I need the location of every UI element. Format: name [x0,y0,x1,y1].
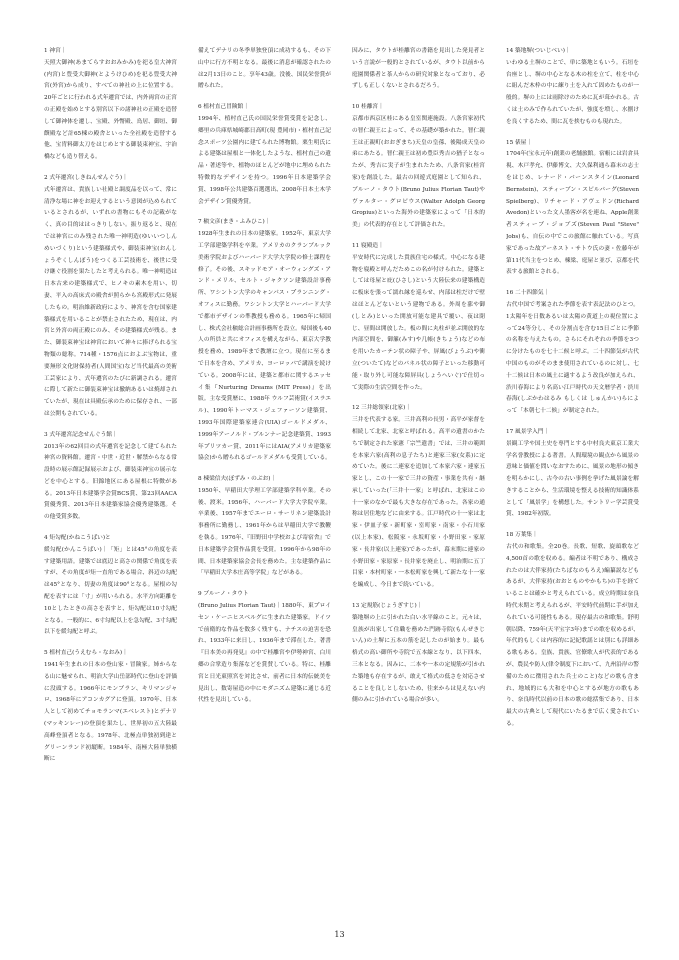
note-title: 15 俵屋｜ [506,139,533,146]
note-entry [44,533,177,639]
note-body: 京都市西京区桂にある皇室関連施設。八条宮家初代の智仁親王によって、その基礎が築かれた。智仁親王は正親町(おおぎまち)天皇の皇孫、後陽成天皇の弟にあたる。智仁親王は初め豊臣秀吉の猶子となったが、秀吉に実子が生まれたため、八条宮家(桂宮家)を創設した。最古の回遊式庭園として知られ、ブルーノ・タウト(Bruno Julius Florian Taut)やヴァルター・グロピウス(Walter Adolph Georg Gropius)といった海外の建築家によって「日本的美」の代表的存在として評価された。 [352,115,485,229]
note-body: 1950年、早稲田大学理工学部建築学科卒業。その後、渡米。1956年、ハーバード大学大学院卒業。卒業後、1957年までエーロ・サーリネン建築設計事務所に勤務し、1961年からは早稲田大学で教鞭を執る。1976年、『旧野田中学校および寄宿舎』で日本建築学会賞作品賞を受賞。1996年から98年の間、日本建築家協会会長を務めた。主な建築作品に「早稲田大学本庄高等学院」などがある。 [198,487,331,577]
column-2 [198,46,331,926]
note-title: 16 二十四節気｜ [506,290,550,297]
note-entry [198,46,331,93]
note-title: 8 棟梁信夫(ぼずみ・のぶお)｜ [198,476,277,483]
note-body: 1994年、植村直己氏の国民栄誉賞受賞を記念し、郷里の兵庫県城崎郡日高町(現 豊岡市)・植村直己記念スポーツ公園内に建てられた博物館。栗生明氏による建築は屋根と一体化したような、植村直己の遺品・著述等や、植物のほとんどが地中に埋められた特徴的なデザインを持つ。1996年日本建築学会賞、1998年公共建築百選選出、2008年日本土木学会デザイン賞優秀賞。 [198,115,331,205]
note-entry [198,102,331,208]
note-entry [198,589,331,707]
note-body: 緩勾配(かんこうばい)｜「矩」とは45°の角度を表す建築用語。建築では底辺と高さの関係で角度を表すが、その角度が矩一直角である場合、斜辺の勾配は45°となり、切妻の角度は90°となる。屋根の勾配を表すには「寸」が用いられる。水平方向距離を10としたときの高さを表すと、矩勾配は10寸勾配となる。一般的に、6寸勾配以上を急勾配、3寸勾配以下を緩勾配と呼ぶ。 [44,546,177,636]
note-title: 10 桂離宮｜ [352,104,384,111]
note-body: 2013年の62回目の式年遷宮を記念して建てられた神宮の資料館。遷宮・中世・近世・解禁からなる常設時の展示館記録展示および、御装束神宝の展示などを中心とする。旧錦地区にある屋根に特徴がある。2013年日本建築学会賞BCS賞、第23回AACA賞優秀賞、2013年日本建築家協会優秀建築選。その他受賞多数。 [44,443,177,521]
note-entry [506,138,639,280]
note-title: 14 築地塀(ついじべい)｜ [506,48,571,54]
note-body: 築地塀の上に引かれた白い水平線のこと。元々は、皇族が出家して住職を務めた門跡寺院(もんぜきじいん)の土塀に五本の筋を記したのが始まり。最も格式の高い御所や寺院で五本線となり、以下四本、三本となる。因みに、二本や一本の定規筋が引かれた築地も存在するが、敢えて格式の低さを対応させることを良しとしないため、往来からは見えない内側のみに引かれている場合が多い。 [352,614,485,704]
note-title: 7 槇文彦(まき・ふみひこ)｜ [198,219,271,226]
note-entry [352,241,485,394]
note-title: 2 式年遷宮(しきねんせんぐう)｜ [44,174,128,181]
note-body: 1941年生まれの日本の登山家・冒険家。姉からなる山に魅せられ、明治大学山岳部時代に登山を評価に没頭する。1966年にモンブラン、キリマンジャロ、1968年にアコンカグアに登頂。1970年、日本人として初めてチョモランマ(エベレスト)とデナリ(マッキンレー)の登頂を果たし、世界初の五大陸最高峰登頂者となる。1978年、北極点単独初到達とグリーンランド初縦断。1984年、南極大陸単独横断に [44,662,177,763]
note-title: 11 寝殿造｜ [352,242,384,249]
note-body: 1928年生まれの日本の建築家。1952年、東京大学工学部建築学科を卒業。アメリカのクランブルック美術学院およびハーバード大学大学院の修士課程を修了。その後、スキッドモア・オーウィングズ・アンド・メリル、セルト・ジャクソン建築設計事務所、ワシントン大学のキャンパス・プランニング・オフィスに勤務。ワシントン大学とハーバード大学で都市デザインの準教授も務める。1965年に帰国し、株式会社槇総合計画事務所を設立。帰国後も40人の所員と共にオフィスを構えながら、東京大学教授を務め、1989年まで教壇に立つ。現在に至るまで日本を含め、アメリカ、ヨーロッパで講演を続けている。2008年には、建築と都市に関するエッセイ集『Nurturing Dreams (MIT Press)』を出版。主な受賞歴に、1988年 ウルフ芸術賞(イスラエル)、1990年トーマス・ジェファーソン建築賞、1993年国際建築家連合(UIA)ゴールドメダル、1999年アーノルド・ブルンナー記念建築賞、1993年プリツカー賞、2011年にはAIA(アメリカ建築家協会)から贈られるゴールドメダルも受賞している。 [198,231,331,462]
note-title: 17 風景学入門｜ [506,428,550,435]
note-entry [44,648,177,766]
column-3 [352,46,485,926]
note-body: 景観工学や国土史を専門とする中村良夫東京工業大学名誉教授による著書。人間環境の観点から風景の意味と価値を問いなおすために、風景の地形の傾きを明らかにし、古今の古い事例を挙げた風景論を解きすることから、生活環境を整える技術的知識体系として「風景学」を構想した。サントリー学芸賞受賞、1982年初版。 [506,440,639,518]
note-entry [352,102,485,232]
note-title: 13 定規筋(じょうぎすじ)｜ [352,603,423,610]
note-title: 3 式年遷宮記念せんぐう館｜ [44,431,118,438]
note-body: 古代の和歌集。全20巻。長歌、短歌、旋頭歌など4,500首の歌を収める。編者は不明であり、構成されたのは大伴家持(たちばなのもろえ)編纂説などもあるが、大伴家持(おおとものやかもち)の手を経ていることは確かと考えられている。成立時期は奈良時代末期と考えられるが、平安時代前期に手が加えられている可能性もある。現存最古の和歌集。舒明朝以降、759年(天平宝字3年)までの歌を収めるが、年代的もしくは内容的に記紀歌謡とは別にも詳細ある歌もある。皇族、貴族、官僚歌人が代表的であるが、農民や防人(律令制度下において、九州沿岸の警備のために徴用された兵士のこと)などの歌も含まれ、地域的にも大和を中心とするが地方の歌もあり、奈良時代以前の日本の歌の総括集であり、日本最大の古典として現代にいたるまで広く愛されている。 [506,544,639,728]
note-body: 天照大御神(あまてらすおおみかみ)を祀る皇大神宮(内宮)と豊受大御神(とようけひめ)を祀る豊受大神宮(外宮)から成り、すべての神社の上に位置する。20年ごとに行われる式年遷宮では、内外両宮の正宮の正殿を始めとする別宮以下の諸神社の正殿を造替して御神体を遷し、宝殿、外幣殿、鳥居、御垣、御饌殿など計65棟の殿舎といった全社殿を造替する他、宝冑料御太刀をはじめとする御装束神宝、宇治橋なども造り替える。 [44,59,177,161]
note-entry [198,474,331,580]
note-entry [352,601,485,707]
note-body: 式年遷宮は、貴族しい社殿と調度品を以って、常に清浄な場に神をお迎えするという意図が込められているとされるが、いずれの書物にもその記載がなく、真の目的ははっきりしない。振り返ると、現在では神宮にのみ残された唯一神明造(ゆいいつしんめいづくり)という建築様式や、御装束神宝(おんしょうぞくしんぽう)をつくる工芸技術を、後世に受け継ぐ役割を果たしたと考えられる。唯一神明造は日本古来の建築様式で、ヒノキの素木を用い、切妻、平入の高床式の殿舎が照らから宮殿形式に発展したもの。明治維新政府により、神宮を含む国家建築様式を用いることが禁止されたため、現在は、内宮と外宮の両正殿にのみ、その建築様式が残る。また、御装束神宝は神宮において神々に捧げられる宝物類の総称。714種・1576点におよぶ宝物は、重要無形文化財保持者(人間国宝)など当代最高の美術工芸家により、式年遷宮のたびに新調される。遷宮に際して新たに御装束神宝は撤納あるいは焼却されていたが、現在は具殿伝承のために保存され、一部は公開もされている。 [44,186,177,417]
note-title: 18 万葉集｜ [506,532,538,539]
note-body: (Bruno Julius Florian Taut)｜1880年、東プロイセン・ケーニヒスベルグに生まれた建築家。ドイツで前衛的な作品を数多く残すも、ナチスの迫害を恐れ、1933年に来日し、1936年まで滞在した。著書『日本美の再発見』の中で桂離宮や伊勢神宮、白川郷の合掌造り集落などを賞賛している。特に、桂離宮と日光東照宮を対比させ、前者に日本的伝統美を見出し、数寄屋造の中にモダニズム建築に通じる近代性を見出している。 [198,603,331,704]
note-title: 1 神宮｜ [44,48,67,54]
page-number: 13 [334,930,345,939]
note-body: 1704年(宝永元年)創業の老舗旅館。宿帳には岩倉具視、木戸孝允、伊藤博文、大久保利通ら幕末の志士をはじめ、レナード・バーンスタイン(Leonard Bernstein)、スティーブン・スピルバーグ(Steven Spielberg)、リチャード・アヴェドン(Richard Avedon)といった文人墨客が名を連ね、Apple創業者スティーブ・ジョブズ(Steven Paul "Steve" Jobs)も、自伝の中でこの旅館に触れている。写真家であった故アーネスト・サトウ氏の妻・佐藤年が第11代当主をつとめ、棟梁、庭屋と並び、京都を代表する旅館とされる。 [506,151,639,276]
column-1 [44,46,177,926]
note-entry [506,530,639,731]
note-entry [198,217,331,465]
note-entry [44,173,177,421]
note-title: 12 三井総領家(北家)｜ [352,405,411,412]
text-columns [44,46,639,926]
note-body: 因みに、タウトが桂離宮の書籍を見出した発見者という言説が一般的とされているが、タウト以前から庭園関係者と茶人からの研究対象となっており、必ずしも正しくないとされるだろう。 [352,48,485,90]
note-entry [506,46,639,129]
note-title: 6 植村直己冒険館｜ [198,104,249,111]
note-title: 9 ブルーノ・タウト [198,591,249,598]
note-body: 三井を代表する家。三井高利の長男・高平が家督を相続して北家、北家と呼ばれる。高平の遺書のかたちで制定された家憲「宗竺遺書」では、三井の範囲を本家六家(高利の息子たち)と連家三家(女系)に定めていた。後に二連家を追加して本家六家・連家五家とし、この十一家で三井の資産・事業を共有・継承していった(「三井十一家」と呼ばれ、北家はこの十一家のなかで最も大きな存在であった。各家の通称は居住地などに由来する。江戸時代の十一家は北家・伊皿子家・新町家・室町家・南家・小石川家(以上本家)、松阪家・永坂町家・小野田家・家原家・長井家(以上連家)であったが、幕末期に連家の小野田家・家原家・長井家を廃止し、明治期に五丁目家・本村町家・一本松町家を興して新たな十一家を編成し、今日まで続いている。 [352,417,485,589]
column-4 [506,46,639,926]
note-entry [352,46,485,93]
note-entry [506,288,639,418]
note-entry [506,427,639,521]
note-entry [44,430,177,524]
note-title: 4 矩勾配(かねこうばい)と [44,535,111,542]
note-body: いわゆる土塀のことで、単に築地ともいう。石垣を台座とし、塀の中心となる木の柱を立て、柱を中心に組んだ木枠の中に練り土を入れて固めたものが一般的。塀の上には雨除けのために瓦が葺かれる。古くは土のみで作られていたが、強度を増し、水捌けを良くするため、間に瓦を挟むものも現れた。 [506,59,639,125]
note-body: 備えてデナリの冬季単独登頂に成功するも、その下山中に行方不明となる。最後に消息が確認されたのは2月13日のこと。享年43歳。没後、国民栄誉賞が贈られた。 [198,48,331,90]
note-entry [44,46,177,164]
note-body: 古代中国で考案された季節を表す表記法のひとつ。1太陽年を日数あるいは太陽の黄道上の視位置によって24等分し、その分割点を含む15日ごとに季節の名称を与えたもの。さらにそれぞれの季節を3つに分けたものを七十二候と呼ぶ。二十四節気が古代中国のものがそのまま使用されているのに対し、七十二候は日本の風土に適するよう改良が加えられ、渋川春海により名高い江戸時代の天文暦学者・渋川春海(しぶかわはるみ もしくは しゅんかい)らによって「本朝七十二候」が制定された。 [506,301,639,415]
note-entry [352,403,485,592]
note-title: 5 植村直己(うえむら・なおみ)｜ [44,650,128,657]
note-body: 平安時代に完成した貴族住宅の様式。中心になる建物を寝殿と呼んだためこの名が付けられた。建築としては母屋と庇(ひさし)という大陸伝来の建築構造に板床を張って濡れ縁を巡らせ、内部は柱だけで壁はほとんどないという建物である。外周を蔀や御(しとみ)といった開放可能な建具で覆い、夜は閉じ、昼間は開放した。板の間に丸柱が並ぶ開放的な内部空間を、御簾(みす)や几帳(きちょう)などの布を用いたカーテン状の障子や、屏風(びょうぶ)や衝立(ついたて)などのパネル状の障子といった移動可能・取り外し可能な障屏具(しょうへいぐ)で仕切って実際の生活空間を作った。 [352,254,485,391]
